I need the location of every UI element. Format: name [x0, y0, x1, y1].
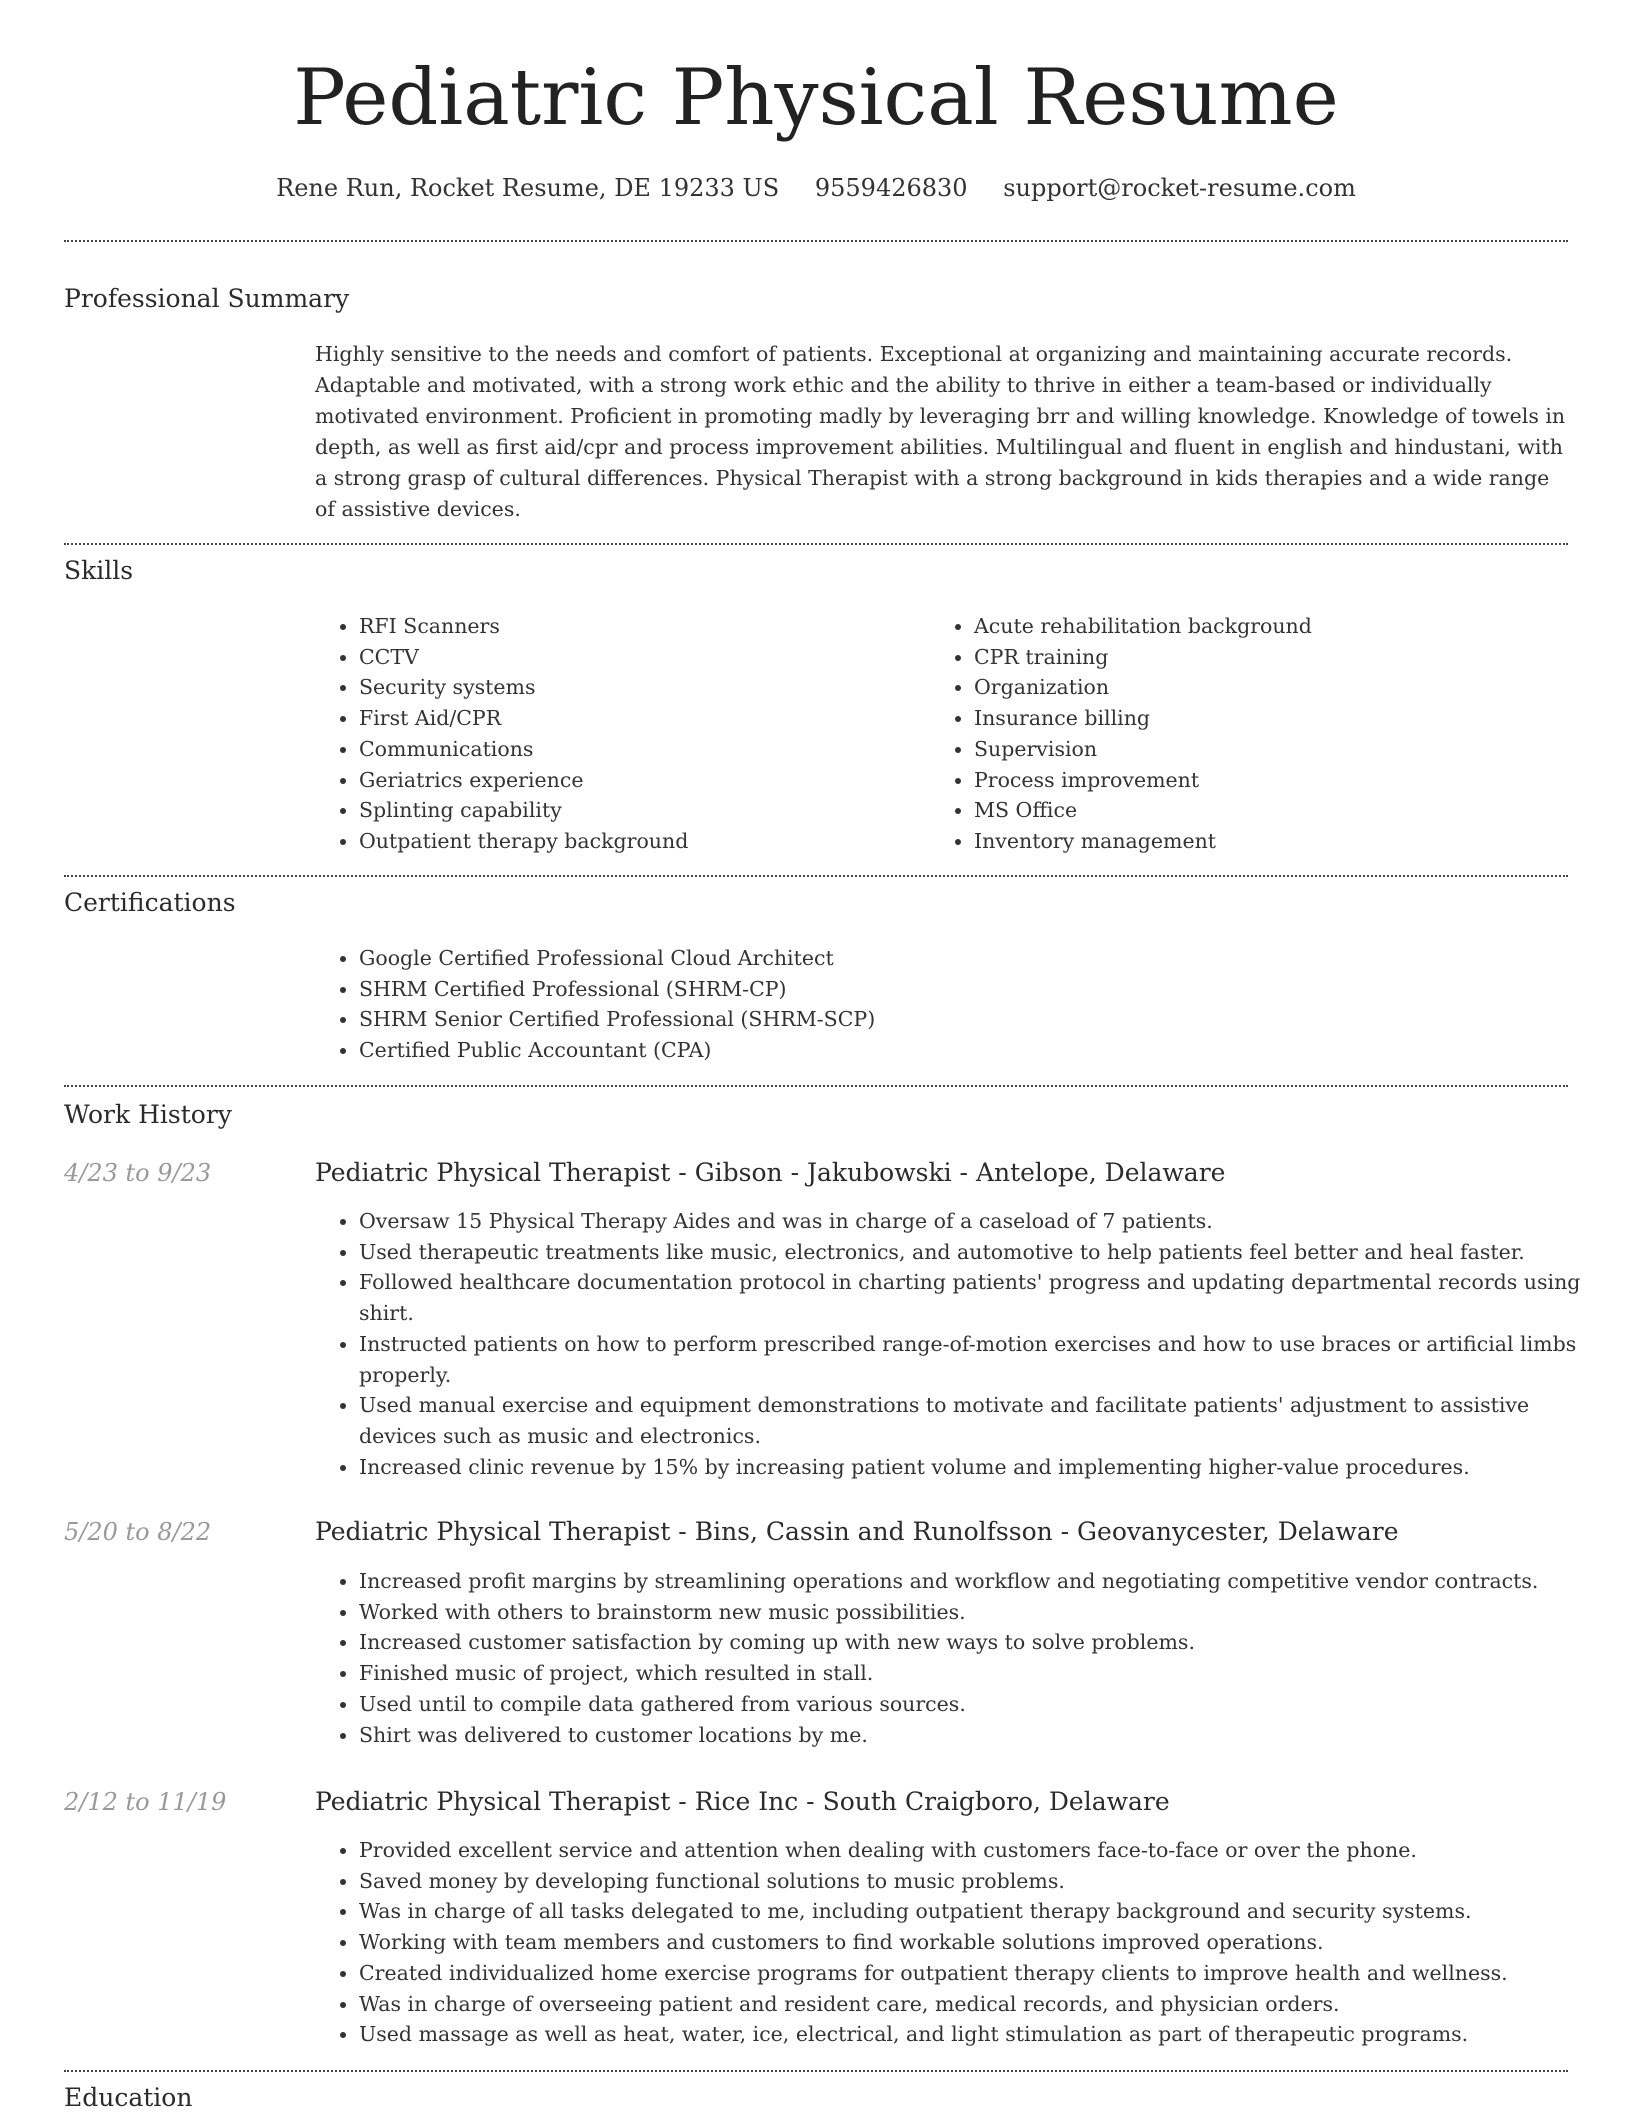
list-item: • Shirt was delivered to customer locations by me. [359, 1720, 1599, 1751]
list-item: • Insurance billing [974, 703, 1594, 734]
list-item: • Geriatrics experience [359, 765, 919, 796]
job-title: Pediatric Physical Therapist - Gibson - Jakubowski - Antelope, Delaware [315, 1158, 1226, 1187]
list-item: • Used therapeutic treatments like music, electronics, and automotive to help patients feel better and heal faster. [359, 1237, 1599, 1268]
list-item: • Communications [359, 734, 919, 765]
summary-text: Highly sensitive to the needs and comfort of patients. Exceptional at organizing and maintaining accurate records. Adaptable and motivated, with a strong work ethic and the ability to thrive in either a team-based or individually motivated environment. Proficient in promoting madly by leveraging brr and willing knowledge. Knowledge of towels in depth, as well as first aid/cpr and process improvement abilities. Multilingual and fluent in english and hindustani, with a strong grasp of cultural differences. Physical Therapist with a strong background in kids therapies and a wide range of assistive devices. [315, 342, 1566, 521]
list-item: • Inventory management [974, 826, 1594, 857]
list-item: • Instructed patients on how to perform prescribed range-of-motion exercises and how to use braces or artificial limbs properly. [359, 1329, 1599, 1390]
list-item: • Increased profit margins by streamlining operations and workflow and negotiating competitive vendor contracts. [359, 1566, 1599, 1597]
section-heading-summary: Professional Summary [64, 284, 350, 313]
list-item: • Splinting capability [359, 795, 919, 826]
list-item: • Finished music of project, which resulted in stall. [359, 1658, 1599, 1689]
contact-line [0, 170, 1632, 206]
resume-title: Pediatric Physical Resume [293, 53, 1339, 143]
list-item: • Oversaw 15 Physical Therapy Aides and was in charge of a caseload of 7 patients. [359, 1206, 1599, 1237]
list-item: • Google Certified Professional Cloud Architect [359, 943, 1609, 974]
list-item: • Outpatient therapy background [359, 826, 919, 857]
list-item: • Provided excellent service and attention when dealing with customers face-to-face or over the phone. [359, 1835, 1599, 1866]
job-dates: 5/20 to 8/22 [64, 1518, 212, 1546]
contact-email: support@rocket-resume.com [1003, 174, 1356, 202]
list-item: • Saved money by developing functional solutions to music problems. [359, 1866, 1599, 1897]
divider [64, 240, 1568, 242]
job-dates: 2/12 to 11/19 [64, 1788, 227, 1816]
list-item: • Worked with others to brainstorm new music possibilities. [359, 1597, 1599, 1628]
list-item: • Security systems [359, 672, 919, 703]
job-bullets [315, 1835, 1599, 2050]
list-item: • Process improvement [974, 765, 1594, 796]
list-item: • Was in charge of overseeing patient and resident care, medical records, and physician orders. [359, 1989, 1599, 2020]
job-bullets [315, 1206, 1599, 1482]
list-item: • CPR training [974, 642, 1594, 673]
section-heading-education: Education [64, 2083, 193, 2112]
list-item: • First Aid/CPR [359, 703, 919, 734]
job-bullets [315, 1566, 1599, 1750]
section-heading-certifications: Certifications [64, 888, 236, 917]
contact-phone: 9559426830 [814, 174, 968, 202]
list-item: • Followed healthcare documentation protocol in charting patients' progress and updating departmental records using shirt. [359, 1267, 1599, 1328]
list-item: • MS Office [974, 795, 1594, 826]
section-heading-skills: Skills [64, 556, 134, 585]
list-item: • SHRM Certified Professional (SHRM-CP) [359, 974, 1609, 1005]
list-item: • Increased customer satisfaction by coming up with new ways to solve problems. [359, 1627, 1599, 1658]
list-item: • Working with team members and customers to find workable solutions improved operations. [359, 1927, 1599, 1958]
skills-list-right [930, 611, 1594, 857]
section-heading-work-history: Work History [64, 1100, 232, 1129]
job-title: Pediatric Physical Therapist - Rice Inc - South Craigboro, Delaware [315, 1787, 1170, 1816]
list-item: • SHRM Senior Certified Professional (SHRM-SCP) [359, 1004, 1609, 1035]
divider [64, 1085, 1568, 1087]
list-item: • Certified Public Accountant (CPA) [359, 1035, 1609, 1066]
list-item: • Supervision [974, 734, 1594, 765]
list-item: • Acute rehabilitation background [974, 611, 1594, 642]
contact-address: Rene Run, Rocket Resume, DE 19233 US [276, 174, 780, 202]
divider [64, 875, 1568, 877]
skills-list-left [315, 611, 919, 857]
list-item: • Organization [974, 672, 1594, 703]
list-item: • Created individualized home exercise programs for outpatient therapy clients to improve health and wellness. [359, 1958, 1599, 1989]
certifications-list [315, 943, 1609, 1066]
job-title: Pediatric Physical Therapist - Bins, Cassin and Runolfsson - Geovanycester, Delaware [315, 1517, 1399, 1546]
list-item: • RFI Scanners [359, 611, 919, 642]
list-item: • Used until to compile data gathered from various sources. [359, 1689, 1599, 1720]
list-item: • Was in charge of all tasks delegated to me, including outpatient therapy background and security systems. [359, 1896, 1599, 1927]
list-item: • CCTV [359, 642, 919, 673]
list-item: • Used massage as well as heat, water, ice, electrical, and light stimulation as part of therapeutic programs. [359, 2019, 1599, 2050]
list-item: • Used manual exercise and equipment demonstrations to motivate and facilitate patients' adjustment to assistive devices such as music and electronics. [359, 1390, 1599, 1451]
divider [64, 543, 1568, 545]
divider [64, 2070, 1568, 2072]
job-dates: 4/23 to 9/23 [64, 1159, 212, 1187]
list-item: • Increased clinic revenue by 15% by increasing patient volume and implementing higher-value procedures. [359, 1452, 1599, 1483]
